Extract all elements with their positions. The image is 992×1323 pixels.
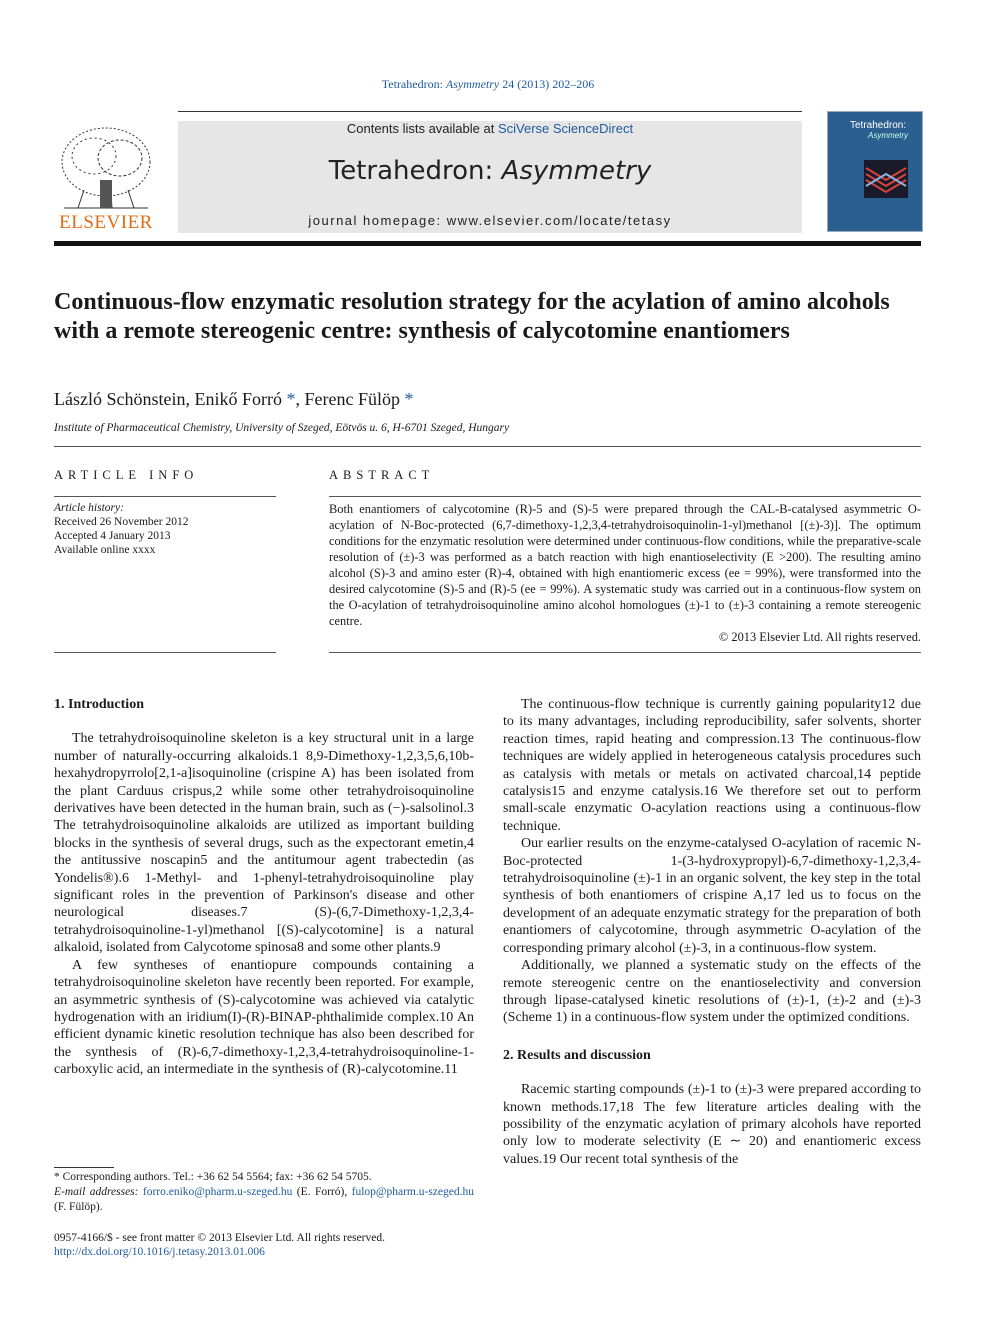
article-info-rule-top [54, 496, 276, 497]
abstract-rule-bottom [329, 652, 921, 653]
abstract-heading: ABSTRACT [329, 468, 435, 482]
article-info-heading: ARTICLE INFO [54, 468, 199, 482]
footnote-rule [54, 1167, 114, 1168]
intro-paragraph-2: A few syntheses of enantiopure compounds containing a tetrahydroisoquinoline skeleton have recently been reported. For example, an asymmetric synthesis of (S)-calycotomine was achieved via catalytic hydrogenation with an iridium(I)-(R)-BINAP-phthalimide complex.10 An efficient dynamic kinetic resolution technique has also been described for the synthesis of (R)-6,7-dimethoxy-1,2,3,4-tetrahydroisoquinoline-1-carboxylic acid, an intermediate in the synthesis of (R)-calycotomine.11 [54, 957, 474, 1078]
abstract-rule-top [329, 496, 921, 497]
header-thick-rule [54, 241, 921, 246]
results-paragraph-1: Racemic starting compounds (±)-1 to (±)-3 were prepared according to known methods.17,18 The few literature articles dealing with the possibility of the enzymatic acylation of primary alcohols have reported only low to moderate selectivity (E ∼ 20) and enantiomeric excess values.19 Our recent total synthesis of the [503, 1082, 921, 1167]
right-paragraph-2: Our earlier results on the enzyme-catalysed O-acylation of racemic N-Boc-protected 1-(3-hydroxypropyl)-6,7-dimethoxy-1,2,3,4-tetrahydroisoquinoline (±)-1 in an organic solvent, the key step in the total synthesis of both enantiomers of crispine A,17 led us to focus on the development of an adequate enzymatic strategy for the preparation of both enantiomers of calycotomine, through asymmetric O-acylation of the corresponding primary alcohol (±)-3, in a continuous-flow system. [503, 836, 921, 956]
title-rule [54, 446, 921, 447]
intro-paragraph-1: The tetrahydroisoquinoline skeleton is a key structural unit in a large number of naturally-occurring alkaloids.1 8,9-Dimethoxy-1,2,3,5,6,10b-hexahydropyrrolo[2,1-a]isoquinoline (crispine A) has been isolated from the plant Carduus crispus,2 while some other tetrahydroisoquinoline derivatives have been detected in the human brain, such as (−)-salsolinol.3 The tetrahydroisoquinoline alkaloids are utilized as important building blocks in the synthesis of several drugs, such as the expectorant emetin,4 the antitussive noscapin5 and the antitumour agent trabectedin (as Yondelis®).6 1-Methyl- and 1-phenyl-tetrahydroisoquinoline play significant roles in the prevention of Parkinson's disease and other neurological diseases.7 (S)-(6,7-Dimethoxy-1,2,3,4-tetrahydroisoquinoline-1-yl)methanol [(S)-calycotomine] is a natural alkaloid, isolated from Calycotome spinosa8 and some other plants.9 [54, 731, 474, 956]
abstract-text: Both enantiomers of calycotomine (R)-5 and (S)-5 were prepared through the CAL-B-catalysed asymmetric O-acylation of N-Boc-protected (6,7-dimethoxy-1,2,3,4-tetrahydroisoquinolin-1-yl)methanol [(±)-3)]. The optimum conditions for the enzymatic resolution were determined under continuous-flow conditions, while the preparative-scale resolution of (±)-3 was performed as a batch reaction with high enantioselectivity (E >200). The resulting amino alcohol (S)-3 and amino ester (R)-4, obtained with high enantiomeric excess (ee = 99%), were transformed into the desired calycotomine (S)-5 and (R)-5 (ee = 99%). A systematic study was carried out in a continuous-flow system on the O-acylation of tetrahydroisoquinoline amino alcohol homologues (±)-1 to (±)-3 containing a remote stereogenic centre. © 2013 Elsevier Ltd. All rights reserved. [329, 502, 921, 644]
corresponding-footnote: * Corresponding authors. Tel.: +36 62 54 5564; fax: +36 62 54 5705. E-mail addresses: forro.eniko@pharm.u-szeged.hu (E. Forró), fulop@pharm.u-szeged.hu (F. Fülöp). [54, 1171, 474, 1213]
front-matter-info: 0957-4166/$ - see front matter © 2013 Elsevier Ltd. All rights reserved. http://dx.doi.org/10.1016/j.tetasy.2013.01.006 [54, 1231, 554, 1259]
body-right-column [503, 696, 921, 1168]
email-link-forro[interactable]: forro.eniko@pharm.u-szeged.hu [142, 1186, 293, 1198]
journal-cover-thumbnail: Tetrahedron: Asymmetry [827, 111, 923, 232]
email-link-fulop[interactable]: fulop@pharm.u-szeged.hu [351, 1186, 474, 1198]
header-rule [178, 111, 802, 112]
body-left-column [54, 696, 474, 1079]
corresponding-mark-1[interactable]: * [281, 389, 296, 409]
journal-homepage[interactable]: journal homepage: www.elsevier.com/locate/tetasy [308, 213, 672, 228]
article-info-rule-bottom [54, 652, 276, 653]
right-paragraph-3: Additionally, we planned a systematic study on the effects of the remote stereogenic centre on the enantioselectivity and conversion through lipase-catalysed kinetic resolutions of (±)-1, (±)-2 and (±)-3 (Scheme 1) in a continuous-flow system under the optimized conditions. [503, 958, 921, 1026]
affiliation: Institute of Pharmaceutical Chemistry, University of Szeged, Eötvös u. 6, H-6701 Szeged, Hungary [54, 422, 510, 434]
doi-link[interactable]: http://dx.doi.org/10.1016/j.tetasy.2013.01.006 [54, 1246, 265, 1258]
journal-citation[interactable]: Tetrahedron: Asymmetry 24 (2013) 202–206 [381, 77, 595, 91]
contents-line: Contents lists available at SciVerse ScienceDirect [346, 121, 634, 136]
article-title: Continuous-flow enzymatic resolution strategy for the acylation of amino alcohols with a remote stereogenic centre: synthesis of calycotomine enantiomers [54, 289, 890, 344]
abstract-copyright: © 2013 Elsevier Ltd. All rights reserved. [718, 630, 921, 644]
corresponding-mark-2[interactable]: * [399, 389, 414, 409]
sciencedirect-link[interactable]: SciVerse ScienceDirect [497, 121, 634, 136]
elsevier-wordmark: ELSEVIER [59, 212, 153, 233]
author-list: László Schönstein, Enikő Forró *, Ferenc Fülöp * [54, 389, 414, 409]
section-heading-results: 2. Results and discussion [503, 1047, 651, 1063]
cover-art-icon [864, 160, 908, 198]
right-paragraph-1: The continuous-flow technique is currently gaining popularity12 due to its many advantages, including reproducibility, safer solvents, shorter reaction times, rapid heating and compression.13 The continuous-flow techniques are widely applied in heterogeneous catalysis procedures such as catalysis with metals or metals on activated charcoal,14 peptide catalysis15 and enzyme catalysis.16 We therefore set out to perform small-scale enzymatic O-acylation reactions using a continuous-flow technique. [503, 697, 921, 834]
section-heading-introduction: 1. Introduction [54, 697, 144, 712]
journal-title: Tetrahedron: Asymmetry [328, 156, 652, 186]
article-history: Article history: Received 26 November 2012 Accepted 4 January 2013 Available online xxxx [54, 502, 189, 556]
